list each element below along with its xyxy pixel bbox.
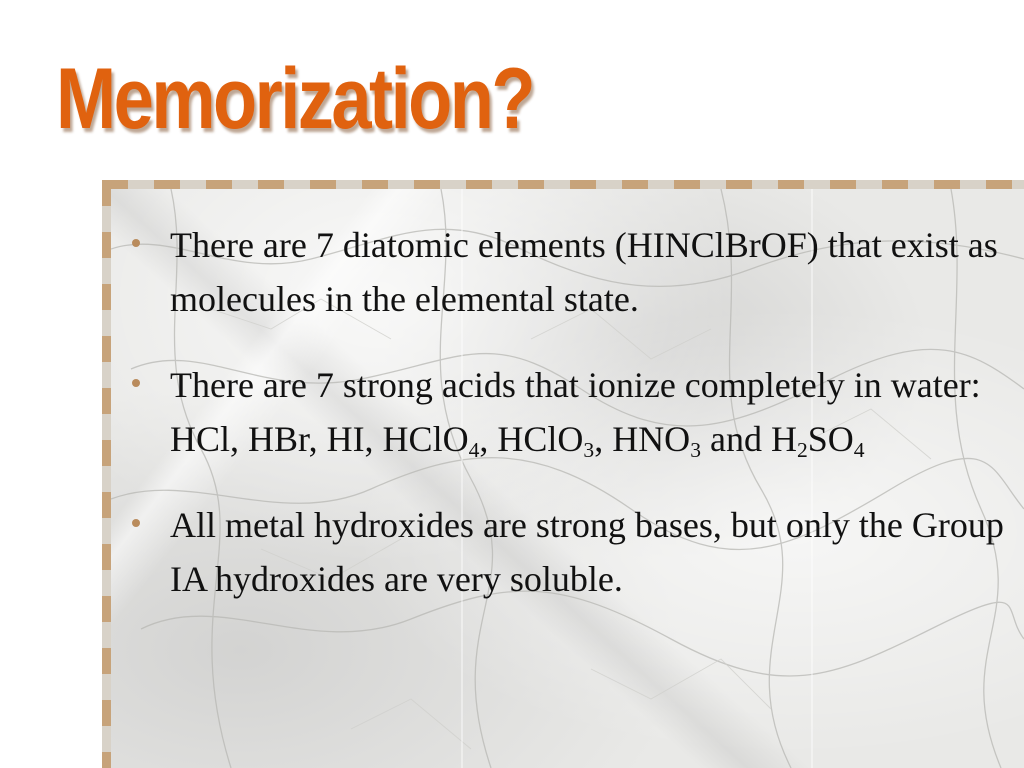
bullet-marker <box>132 239 140 247</box>
content-panel <box>102 180 1024 768</box>
list-item <box>130 358 1010 466</box>
list-item <box>130 218 1010 326</box>
panel-border-left <box>102 180 111 768</box>
bullet-marker <box>132 519 140 527</box>
bullet-list <box>130 218 1010 638</box>
bullet-text: There are 7 diatomic elements (HINClBrOF) that exist as molecules in the elemental state. <box>170 225 998 319</box>
panel-border-top <box>102 180 1024 189</box>
bullet-text: There are 7 strong acids that ionize completely in water: HCl, HBr, HI, HClO$_4$, HClO$_3$, $HNO_3$ and $H_2SO_4$ <box>170 365 981 463</box>
bullet-text: All metal hydroxides are strong bases, but only the Group IA hydroxides are very soluble. <box>170 505 1004 599</box>
slide-title: Memorization? <box>56 51 533 147</box>
bullet-marker <box>132 379 140 387</box>
list-item <box>130 498 1010 606</box>
